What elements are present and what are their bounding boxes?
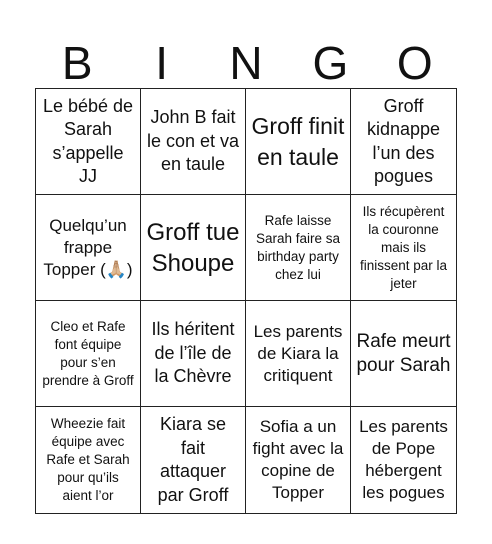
cell-text: Quelqu’un frappe Topper (🙏🏼) bbox=[43, 215, 133, 279]
bingo-cell[interactable] bbox=[351, 407, 456, 513]
cell-text: Cleo et Rafe font équipe pour s’en prendre à Groff bbox=[42, 318, 134, 388]
cell-text: Le bébé de Sarah s’appelle JJ bbox=[42, 95, 134, 186]
cell-text: John B fait le con et va en taule bbox=[146, 107, 240, 175]
bingo-cell[interactable] bbox=[141, 89, 246, 195]
bingo-cell[interactable] bbox=[351, 301, 456, 407]
cell-text: Kiara se fait attaquer par Groff bbox=[157, 414, 229, 505]
header-letter-i: I bbox=[155, 37, 168, 89]
bingo-header bbox=[35, 38, 457, 88]
cell-text: Ils récupèrent la couronne mais ils finissent par la jeter bbox=[359, 203, 448, 291]
cell-text: Rafe laisse Sarah faire sa birthday party chez lui bbox=[255, 212, 341, 282]
cell-text: Les parents de Kiara la critiquent bbox=[253, 321, 343, 385]
cell-text: Les parents de Pope hébergent les pogues bbox=[359, 417, 448, 502]
bingo-cell[interactable] bbox=[36, 195, 141, 301]
cell-text: Groff kidnappe l’un des pogues bbox=[366, 95, 441, 186]
bingo-cell[interactable] bbox=[246, 407, 351, 513]
header-letter-g: G bbox=[312, 37, 349, 89]
cell-text: Groff tue Shoupe bbox=[146, 218, 240, 277]
cell-text: Ils héritent de l’île de la Chèvre bbox=[151, 319, 235, 387]
cell-text: Rafe meurt pour Sarah bbox=[356, 330, 451, 376]
bingo-cell[interactable] bbox=[246, 301, 351, 407]
cell-text: Wheezie fait équipe avec Rafe et Sarah pour qu’ils aient l’or bbox=[46, 416, 130, 503]
cell-text: Sofia a un fight avec la copine de Topper bbox=[252, 417, 344, 502]
bingo-cell[interactable] bbox=[141, 195, 246, 301]
bingo-cell[interactable] bbox=[351, 89, 456, 195]
header-letter-o: O bbox=[396, 37, 433, 89]
bingo-cell[interactable] bbox=[141, 407, 246, 513]
bingo-board bbox=[35, 88, 457, 514]
bingo-cell[interactable] bbox=[36, 407, 141, 513]
bingo-cell[interactable] bbox=[246, 89, 351, 195]
bingo-cell[interactable] bbox=[141, 301, 246, 407]
bingo-cell[interactable] bbox=[246, 195, 351, 301]
bingo-cell[interactable] bbox=[36, 301, 141, 407]
cell-text: Groff finit en taule bbox=[251, 112, 345, 170]
header-letter-n: N bbox=[229, 37, 263, 89]
bingo-cell[interactable] bbox=[351, 195, 456, 301]
header-letter-b: B bbox=[61, 37, 93, 89]
bingo-cell[interactable] bbox=[36, 89, 141, 195]
